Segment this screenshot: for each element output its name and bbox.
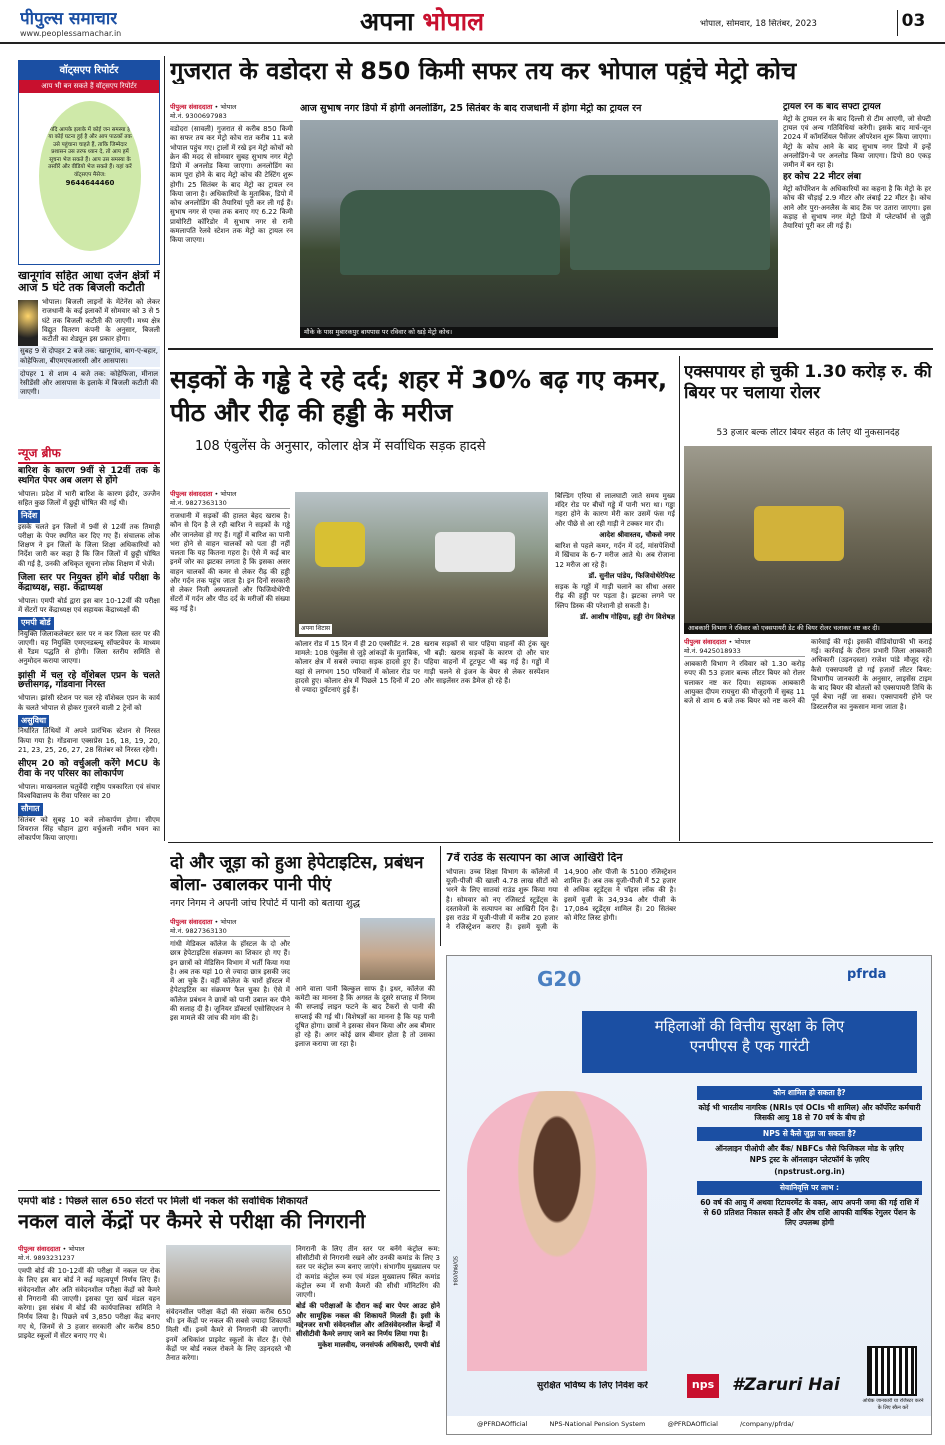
bulb-icon [18,300,38,346]
brief-body-2b: नियुक्ति जिलाकलेक्टर स्तर पर न कर जिला स्तर पर की जाएगी। यह नियुक्ति एमएनडब्ल्यू सॉफ्टवेयर के माध्यम से रैंडम पद्धति से होगी। जिला स्तरीय समिति से अनुमोदन कराया जाएगा। [18,629,160,666]
hepatitis-reporter: पीपुल्स संवाददाता [170,918,213,926]
pfrda-logo: pfrda [847,967,887,982]
metro-sidebar [783,103,931,343]
hepatitis-place: भोपाल [220,918,237,926]
board-byline: पीपुल्स संवाददाता • भोपाल मो.नं. 9893231237 [18,1245,160,1264]
masthead [0,0,945,44]
ad-social-1[interactable]: @PFRDAOfficial [477,1420,528,1428]
board-story [18,1245,160,1440]
board-body-3: निगरानी के लिए तीन स्तर पर बनेंगे कंट्रोल रूम: सीसीटीवी से निगरानी रखने और उनकी कमांड के लिए 3 स्तर पर कंट्रोल रूम बनाए जाएंगे। संभागीय मुख्यालय पर दो कमांड कंट्रोल रूम एवं मंडल मुख्यालय स्थित कमांड कंट्रोल रूम में सभी कैमरों की सीधी मॉनिटरिंग की जाएगी। [296,1245,440,1300]
hepatitis-mobile: मो.नं. 9827363130 [170,926,227,935]
ad-question-2: NPS से कैसे जुड़ा जा सकता है? [697,1127,922,1141]
brief-tag-2: एमपी बोर्ड [18,617,54,630]
board-mobile: मो.नं. 9893231237 [18,1253,75,1262]
ad-qa [697,1086,922,1230]
page-number: 03 [897,10,929,36]
hepatitis-body: गांधी मेडिकल कॉलेज के हॉस्टल के दो और छात्र हेपेटाइटिस संक्रमण का शिकार हो गए हैं। इन छात्रों को मेडिसिन विभाग में भर्ती किया गया है। अब तक यहां 10 से ज्यादा छात्र इसकी जद में आ चुके हैं। वहीं कॉलेज के चारों हॉस्टल में हेपेटाइटिस का संक्रमण फैल चुका है। ऐसे में कॉलेज प्रबंधन ने छात्रों को पानी उबाल कर पीने की सलाह दी है। जूनियर डॉक्टर्स एसोसिएशन ने इस मामले की जांच की मांग की है। [170,940,290,1023]
whatsapp-bubble [39,101,141,251]
brief-headline-4: सीएम 20 को वर्चुअली करेंगे MCU के रीवा के नए परिसर का लोकार्पण [18,759,160,779]
metro-side-body-2: मेट्रो कॉर्पोरेशन के अधिकारियों का कहना है कि मेट्रो के हर कोच की चौड़ाई 2.9 मीटर और लंबाई 22 मीटर है। कोच आने और पुरा-अनलैस के बाद टैंक पर उतारा जाएगा। इस कड़ाह से सुभाष नगर मेट्रो डिपो में प्लेटफॉर्म से जुड़ी तैयारियां पूरी कर ली गई हैं। [783,185,931,231]
roads-body-2: कोलार रोड में 15 दिन में ही 20 एक्सीडेंट नं. 28 मामले: 108 एंबुलेंस से जुड़े आंकड़ों के मुताबिक, कोलार क्षेत्र में सबसे ज्यादा सड़क हादसे हुए हैं। यहां से लगभग 150 परिवारों में कोलार रोड पर हादसे हुए। कोलार क्षेत्र में पिछले 15 दिनों में 20 से ज्यादा दुर्घटनाएं हुई हैं। [295,640,420,695]
brief-headline-3: झांसी में चल रहे वॉशेबल एप्रन के चलते छत्तीसगढ़, गोंडवाना निरस्त [18,670,160,691]
roads-quote-2-by: डॉ. सुनील पांडेय, फिजियोथेरेपिस्ट [588,571,675,580]
ad-title-1: महिलाओं की वित्तीय सुरक्षा के लिए [654,1017,845,1035]
roads-quote-1-by: आदेश श्रीवास्तव, चौकसे नगर [599,530,675,539]
section-title [360,5,484,38]
roads-quote-3: सड़क के गड्ढों में गाड़ी चलाने का सीधा असर रीढ़ की हड्डी पर पड़ता है। झटका लगने पर स्लिप डिस्क की परेशानी हो सकती है। [555,583,675,610]
whatsapp-title: वॉट्सएप रिपोर्टर [19,61,159,80]
whatsapp-body: यदि आपके इलाके में कोई जन समस्या है या कोई घटना हुई है और आप पाठकों तक उसे पहुंचाना चाहते हैं, ताकि जिम्मेदार प्रशासन उस तरफ ध्यान दे, तो आप हमें सूचना भेज सकते हैं। आप उस समस्या के तस्वीरें और वीडियो भेज सकते हैं। यहां करें वॉट्सएप मैसेज: [48,127,132,178]
ad-answer-4: 60 वर्ष की आयु में अथवा रिटायरमेंट के वक्त, आप अपनी जमा की गई राशि में से 60 प्रतिशत निकाल सकते हैं और शेष राशि आपकी वार्षिक रेगुलर पेंशन के लिए उपलब्ध होगी [700,1198,919,1227]
beer-body: आबकारी विभाग ने रविवार को 1.30 करोड़ रुपए की 53 हजार बल्क लीटर बियर को रोलर चलाकर नष्ट कर दिया। सहायक आबकारी आयुक्त दीपम रायचुरा की मौजूदगी में सुबह 11 बजे से शाम 6 बजे तक बियर को नष्ट करने की कार्रवाई की गई। इसकी वीडियोग्राफी भी कराई गई। कार्रवाई के दौरान प्रभारी जिला आबकारी अधिकारी (उड़नदस्ता) राजेश पांडे मौजूद रहे। कैसे एक्सपायरी हो गई हजारों लीटर बियर: विभागीय जानकारी के अनुसार, लाइसेंस टाइम के बाद बियर की बोतलों को एक्सपायरी तिथि के पूर्व बेचा नहीं जा सका। एक्सपायरी होने पर डिस्टलरीज का नुकसान माना जाता है। [684,638,932,711]
metro-headline: गुजरात के वडोदरा से 850 किमी सफर तय कर भोपाल पहुंचे मेट्रो कोच [170,58,797,85]
hepatitis-story [170,918,290,1183]
g20-logo: G20 [537,967,582,991]
ad-answer-3-url[interactable]: (npstrust.org.in) [774,1167,845,1177]
newspaper-logo[interactable]: पीपुल्स समाचार [20,9,118,29]
brief-headline-1: बारिश के कारण 9वीं से 12वीं तक के स्थगित पेपर अब अलग से होंगे [18,465,160,486]
roads-col-3 [424,640,549,835]
hepatitis-headline: दो और जूड़ा को हुआ हेपेटाइटिस, प्रबंधन बोला- उबालकर पानी पीएं [170,853,424,896]
beer-mobile: मो.नं. 9425018933 [684,646,741,655]
auto-rickshaw-shape [315,522,365,567]
metro-side-heading-2: हर कोच 22 मीटर लंबा [783,172,861,183]
ad-title-2: एनपीएस है एक गारंटी [689,1036,810,1055]
beer-story [684,638,932,838]
metro-coach-photo [300,120,778,338]
roads-mobile: मो.नं. 9827363130 [170,498,227,507]
ad-answer-3: NPS ट्रस्ट के ऑनलाइन प्लेटफॉर्म के ज़रिए [749,1155,870,1165]
qr-code-icon[interactable] [867,1346,917,1396]
board-building-photo [166,1245,291,1305]
road-roller-shape [754,506,844,561]
board-headline: नकल वाले केंद्रों पर कैमरे से परीक्षा की निगरानी [18,1210,366,1232]
roads-headline: सड़कों के गड्ढे दे रहे दर्द; शहर में 30% बढ़ गए कमर, पीठ और रीढ़ की हड्डी के मरीज [170,365,668,427]
roads-body-3: खराब सड़कों से चार पहिया वाहनों की ट्रंक खुर भी बढ़ी: खराब सड़कों के कारण दो और चार पहिया वाहनों में टूटफूट भी बढ़ गई है। गड्ढों में गाड़ी चलने से इंजन के बेयर से लेकर सस्पेंशन और साइलेंसर तक डैमेज हो रहे हैं। [424,640,549,685]
ad-answer-1: कोई भी भारतीय नागरिक (NRIs एवं OCIs भी शामिल) और कॉर्पोरेट कर्मचारी जिसकी आयु 18 से 70 वर्ष के बीच हो [698,1102,921,1122]
verification-body: भोपाल। उच्च शिक्षा विभाग के कॉलेजों में यूजी-पीजी की खाली 4.78 लाख सीटों को भरने के लिए सातवां राउंड शुरू किया गया है। सोमवार को नए रजिस्टर्ड स्टूडेंट्स के दस्तावेजों के सत्यापन का आखिरी दिन है। इस राउंड में यूजी-पीजी में करीब 20 हजार ने रजिस्ट्रेशन कराए हैं। इसमें यूजी के 14,900 और पीजी के 5100 रजिस्ट्रेशन शामिल हैं। अब तक यूजी-पीजी में 52 हजार से अधिक स्टूडेंट्स ने चॉइस लॉक की है। इसमें यूजी के 34,934 और पीजी के 17,084 स्टूडेंट्स शामिल हैं। 20 सितंबर को मेरिट लिस्ट होगी। [446,868,676,932]
brief-body-3b: निर्धारित तिथियों में अपने प्रारंभिक स्टेशन से निरस्त किया गया है। गोंडवाना एक्सप्रेस 16, 18, 19, 20, 21, 23, 25, 26, 27, 28 सितंबर को निरस्त रहेगी। [18,727,160,754]
brief-body-1: भोपाल। प्रदेश में भारी बारिश के कारण इंदौर, उज्जैन सहित कुछ जिलों में छुट्टी घोषित की गई थी। [18,489,160,507]
ad-social-2[interactable]: NPS-National Pension System [549,1420,646,1428]
verification-story [446,868,676,948]
metro-coach-shape-2 [570,175,770,270]
brief-body-3: भोपाल। झांसी स्टेशन पर चल रहे वॉशेबल एप्रन के कार्य के चलते भोपाल से होकर गुजरने वाली 2 ट्रेनों को [18,694,160,712]
metro-body: वडोदरा (सावली) गुजरात से करीब 850 किमी का सफर तय कर मेट्रो कोच रात करीब 11 बजे भोपाल पहुंच गए। ट्रालों में रखे इन मेट्रो कोचों को क्रेन की मदद से सोमवार सुबह सुभाष नगर मेट्रो डिपो में अनलोड किया जाएगा। अनलोडिंग का काम पूरा होने के बाद मेट्रो कोच की टेस्टिंग शुरू होगी। 25 सितंबर के बाद मेट्रो का ट्रायल रन किया जाना है। अधिकारियों के मुताबिक, डिपो में कोच अनलोडिंग की तैयारियां पूरी कर ली गई हैं। सुभाष नगर से एम्स तक बनाए गए 6.22 किमी प्रायोरिटी कॉरिडोर में सुभाष नगर से रानी कमलापति रेलवे स्टेशन तक मेट्रो का ट्रायल रन किया जाएगा। [170,125,293,244]
brief-tag-4: सौगात [18,803,43,816]
roads-quote-3-by: डॉ. आशीष गोहिया, हड्डी रोग विशेषज्ञ [580,612,675,621]
ad-hashtag: #Zaruri Hai [732,1375,840,1395]
ad-social-4[interactable]: /company/pfrda/ [739,1420,794,1428]
hostel-building-photo [360,918,435,980]
brief-body-2: भोपाल। एमपी बोर्ड द्वारा इस बार 10-12वीं की परीक्षा में सेंटरों पर केंद्राध्यक्ष एवं सहायक केंद्राध्यक्षों की [18,596,160,614]
ad-code: SD/PAR/084 [451,1256,458,1286]
section-title-b: भोपाल [422,7,485,36]
nps-logo: nps [687,1374,719,1398]
hepatitis-byline: पीपुल्स संवाददाता • भोपाल मो.नं. 9827363130 [170,918,290,937]
roads-story [170,490,290,835]
metro-coach-shape-1 [340,190,560,275]
power-cut-story [18,270,160,440]
hepatitis-strap: नगर निगम ने अपनी जांच रिपोर्ट में पानी को बताया शुद्ध [170,898,361,909]
board-col-3 [296,1245,440,1440]
ad-answer-2: ऑनलाइन पीओपी और बैंक/ NBFCs जैसे फिजिकल मोड के ज़रिए [715,1143,904,1153]
metro-side-body-1: मेट्रो के ट्रायल रन के बाद दिल्ली से टीम आएगी, जो सेफ्टी ट्रायल एवं अन्य गतिविधियां करेगी। इसके बाद मार्च-जून 2024 में कॉमर्शियल पैसेंजर ऑपरेशन शुरू किया जाएगा। मेट्रो के कोच आने के बाद सुभाष नगर डिपो में इन्हें अनलोडिंग-वे पर अनलोड किया जाएगा। डिपो 80 एकड़ जमीन में बन रहा है। [783,114,931,170]
board-reporter: पीपुल्स संवाददाता [18,1245,61,1253]
board-body-2: संवेदनशील परीक्षा केंद्रों की संख्या करीब 650 थी। इन केंद्रों पर नकल की सबसे ज्यादा शिकायतें मिली थीं। इनमें कैमरे से निगरानी की जाएगी। इनमें अधिकांश प्राइवेट स्कूलों के सेंटर हैं। ऐसे केंद्रों पर बोर्ड नकल रोकने के लिए उड़नदस्ते भी तैनात करेगा। [166,1308,291,1363]
whatsapp-reporter-box [18,60,160,265]
roads-quotes [555,492,675,832]
roads-col-2 [295,640,420,835]
news-brief [18,446,160,1006]
beer-reporter: पीपुल्स संवाददाता [684,638,727,646]
roads-quote-1: बिल्डिंग एरिया से लालघाटी जाते समय मुख्य मंदिर रोड पर बीचों गड्ढे में पानी भरा था। गड्ढा गहरा होने के कारण मेरी कार उसमें फंस गई और पीछे से आ रही गाड़ी ने टक्कर मार दी। [555,492,675,528]
metro-side-heading-1: ट्रायल रन के बाद सेफ्टी ट्रायल [783,103,881,112]
board-body: एमपी बोर्ड की 10-12वीं की परीक्षा में नकल पर रोक के लिए इस बार बोर्ड ने कई महत्वपूर्ण निर्णय लिए हैं। संवेदनशील और अति संवेदनशील परीक्षा केंद्रों को कैमरे से निगरानी की जाएगी। इसका पूरा खर्च मंडल वहन करेगा। इस संबंध में बोर्ड की कार्यपालिका समिति ने निर्णय लिया है। पिछले वर्ष 3,850 परीक्षा केंद्र बनाए गए थे, जिनमें से 3 हजार सरकारी और करीब 850 प्राइवेट स्कूलों में सेंटर बनाए गए थे। [18,1267,160,1340]
ad-tagline: सुरक्षित भविष्य के लिए निवेश करें [537,1381,648,1391]
hepatitis-body-2: आने वाला पानी बिल्कुल साफ है। इधर, कॉलेज की कमेटी का मानना है कि अगस्त के दूसरे सप्ताह में निगम की सप्लाई लाइन फटने के बाद टैंकरों से पानी की सप्लाई की गई थी। विशेषज्ञों का मानना है कि यह पानी दूषित होगा। छात्रों ने इसका सेवन किया और अब बीमार हो रहे हैं। अगर कोई छात्र बीमार होता है तो उसका इलाज कराया जा रहा है। [295,985,435,1049]
car-shape [435,532,515,572]
brief-tag-1: निर्देश [18,510,40,523]
board-place: भोपाल [68,1245,85,1253]
roads-photo-caption: अपना शिटास [301,625,331,633]
metro-place: भोपाल [220,103,237,111]
section-title-a: अपना [360,7,414,36]
board-divider [18,1190,440,1191]
roads-strap: 108 एंबुलेंस के अनुसार, कोलार क्षेत्र में सर्वाधिक सड़क हादसे [195,439,486,454]
board-quote-by: मुकेश मालवीय, जनसंपर्क अधिकारी, एमपी बोर्ड [317,1341,440,1350]
brief-body-1b: इसके चलते इन जिलों में 9वीं से 12वीं तक तिमाही परीक्षा के पेपर स्थगित कर दिए गए हैं। संचालक लोक शिक्षण ने इन जिलों के जिला शिक्षा अधिकारियों को निर्देश जारी कर कहा है कि जिन जिलों में छुट्टी घोषित की गई है, उनकी अधिकृत सूचना लोक शिक्षण में भेजें। [18,522,160,568]
mid-page-divider [168,842,933,843]
beer-place: भोपाल [734,638,751,646]
ad-social-bar [447,1416,932,1434]
whatsapp-phone[interactable]: 9644644460 [65,178,115,187]
metro-strap: आज सुभाष नगर डिपो में होगी अनलोडिंग, 25 सितंबर के बाद राजधानी में होगा मेट्रो का ट्रायल रन [300,103,642,114]
power-bullet-1: सुबह 9 से दोपहर 2 बजे तक: खानूगांव, बाग-ए-बहार, कोहेफिजा, बीएमएचआरसी और आसपास। [18,346,160,366]
power-headline: खानूगांव सहित आधा दर्जन क्षेत्रों में आज 5 घंटे तक बिजली कटौती [18,270,160,295]
verification-headline: 7वें राउंड के सत्यापन का आज आखिरी दिन [446,852,623,864]
board-col-2 [166,1308,291,1440]
beer-headline: एक्सपायर हो चुकी 1.30 करोड़ रु. की बियर पर चलाया रोलर [684,362,932,404]
board-kicker: एमपी बोर्ड : पिछले साल 650 सेंटरों पर मिली थीं नकल की सर्वाधिक शिकायतें [18,1196,308,1207]
power-bullet-2: दोपहर 1 से शाम 4 बजे तक: कोहेफिजा, मीनाल रेसीडेंसी और आसपास के इलाके में बिजली कटौती की जाएगी। [18,369,160,399]
brief-body-4b: सितंबर को सुबह 10 बजे लोकार्पण होगा। सीएम शिवराज सिंह चौहान द्वारा वर्चुअली नवीन भवन का लोकार्पण किया जाएगा। [18,815,160,843]
roads-body: राजधानी में सड़कों की हालत बेहद खराब है। कौन से दिन है ले रही बारिश ने सड़कों के गड्ढे और जानलेवा हो गए हैं। गड्ढों में बारिश का पानी भरा होने से वाहन चालकों को पता ही नहीं चलता कि यह कितना गहरा है। ऐसे में कई बार इनमें जोर का झटका लगता है कि इसका असर वाहन चालकों की कमर से लेकर रीढ़ की हड्डी और गर्दन तक पहुंच जाता है। इन दिनों सरकारी से लेकर निजी अस्पतालों और फिजियोथेरेपी सेंटरों में गर्दन और पीठ दर्द के मरीजों की संख्या बढ़ गई है। [170,512,290,613]
power-body: भोपाल। बिजली लाइनों के मेंटेनेंस को लेकर राजधानी के कई इलाकों में सोमवार को 3 से 5 घंटे तक बिजली कटौती की जाएगी। मध्य क्षेत्र विद्युत वितरण कंपनी के अनुसार, बिजली कटौती का शेड्यूल इस प्रकार होगा। [42,298,160,344]
beer-strap: 53 हजार बल्क लीटर बियर सेहत के लिए थी नुकसानदेह [716,428,900,438]
hepatitis-survey-divider [440,846,441,946]
roads-byline: पीपुल्स संवाददाता • भोपाल मो.नं. 9827363130 [170,490,290,509]
beer-roller-photo [684,446,932,634]
metro-photo-caption: मौके के पास मुबारकपुर बायपास पर रविवार को खड़े मेट्रो कोच। [300,327,778,338]
roads-quote-2: बारिश से पहले कमर, गर्दन में दर्द, मांसपेशियों में खिंचाव के 6-7 मरीज आते थे। अब रोजाना 12 मरीज आ रहे हैं। [555,542,675,569]
dateline: भोपाल, सोमवार, 18 सितंबर, 2023 [700,19,817,29]
website-url[interactable]: www.peoplessamachar.in [20,29,122,38]
roads-place: भोपाल [220,490,237,498]
ad-woman-photo [467,1091,647,1371]
ad-social-3[interactable]: @PFRDAOfficial [667,1420,718,1428]
roads-pothole-photo [295,492,548,637]
brief-tag-3: असुविधा [18,715,49,728]
roads-reporter: पीपुल्स संवाददाता [170,490,213,498]
nps-advertisement[interactable] [446,955,932,1435]
ad-question-1: कौन शामिल हो सकता है? [697,1086,922,1100]
brief-body-4: भोपाल। माखनलाल चतुर्वेदी राष्ट्रीय पत्रकारिता एवं संचार विश्वविद्यालय के रीवा परिसर का 20 [18,782,160,801]
hepatitis-col-2 [295,985,435,1185]
metro-reporter: पीपुल्स संवाददाता [170,103,213,111]
news-brief-label: न्यूज ब्रीफ [18,446,160,464]
whatsapp-subtitle: आप भी बन सकते हैं वॉट्सएप रिपोर्टर [19,80,159,93]
ad-qr-note: अधिक जानकारी या रजिस्टर करने के लिए स्कैन करें [862,1398,924,1411]
metro-byline: पीपुल्स संवाददाता • भोपाल मो.नं. 9300697983 [170,103,293,122]
ad-question-3: सेवानिवृत्ति पर लाभ : [697,1181,922,1195]
beer-byline: पीपुल्स संवाददाता • भोपाल मो.नं. 9425018933 [684,638,805,657]
left-column-divider [164,56,165,841]
metro-story [170,103,293,343]
roads-beer-divider [679,356,680,841]
metro-mobile: मो.नं. 9300697983 [170,111,227,120]
beer-photo-caption: आबकारी विभाग ने रविवार को एक्सपायरी डेट की बियर रोलर चलाकर नष्ट कर दी। [684,623,932,634]
board-quote: बोर्ड की परीक्षाओं के दौरान कई बार पेपर आउट होने और सामूहिक नकल की शिकायतें मिलती हैं। इसी के मद्देनजर सभी संवेदनशील और अतिसंवेदनशील केन्द्रों में सीसीटीवी कैमरे लगाए जाने का निर्णय लिया गया है। [296,1302,440,1339]
ad-title-box [582,1011,917,1073]
metro-divider [168,348,933,350]
brief-headline-2: जिला स्तर पर नियुक्त होंगे बोर्ड परीक्षा के केंद्राध्यक्ष, सहा. केंद्राध्यक्ष [18,572,160,593]
